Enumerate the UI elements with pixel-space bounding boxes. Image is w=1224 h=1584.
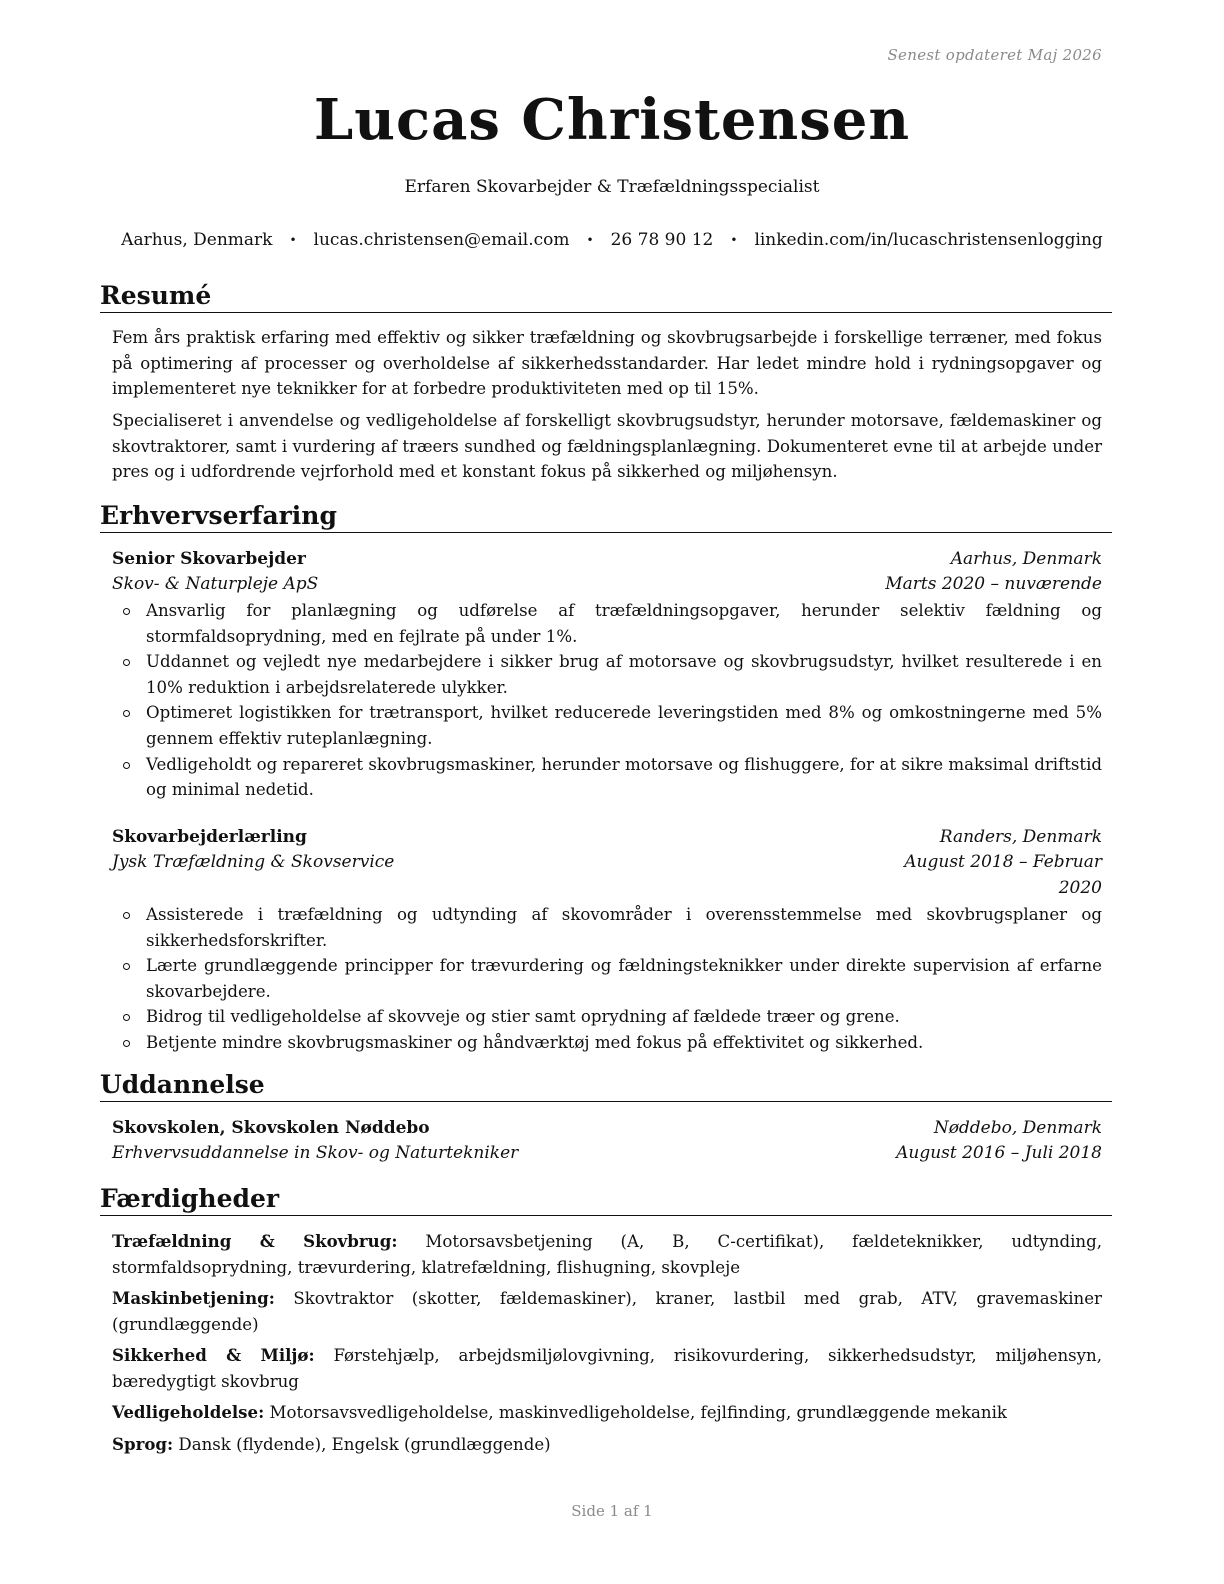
bullet-text: Assisterede i træfældning og udtynding af skovområder i overensstemmelse med skovbrugsplaner og sikkerhedsforskrifter. bbox=[146, 905, 1102, 950]
job-role: Senior Skovarbejder bbox=[112, 549, 306, 569]
list-item bbox=[112, 598, 1102, 649]
list-item bbox=[112, 902, 1102, 953]
job-company: Jysk Træfældning & Skovservice bbox=[112, 852, 395, 872]
skill-label: Maskinbetjening: bbox=[112, 1288, 275, 1308]
job-bullets bbox=[112, 598, 1102, 803]
education-school: Skovskolen, Skovskolen Nøddebo bbox=[112, 1118, 430, 1138]
job-location: Randers, Denmark bbox=[939, 827, 1102, 847]
headline: Erfaren Skovarbejder & Træfældningsspecialist bbox=[404, 177, 820, 197]
skill-line bbox=[112, 1432, 1102, 1458]
education-header bbox=[112, 1116, 1102, 1142]
skill-label: Træfældning & Skovbrug: bbox=[112, 1231, 398, 1251]
bullet-text: Uddannet og vejledt nye medarbejdere i sikker brug af motorsave og skovbrugsudstyr, hvilket resulterede i en 10% reduktion i arbejdsrelaterede ulykker. bbox=[146, 652, 1102, 697]
page-footer: Side 1 af 1 bbox=[571, 1502, 653, 1520]
education-subheader bbox=[112, 1141, 1102, 1167]
contact-separator: • bbox=[730, 233, 738, 247]
bullet-icon bbox=[123, 1040, 130, 1047]
skill-line bbox=[112, 1229, 1102, 1280]
bullet-icon bbox=[123, 710, 130, 717]
education-location: Nøddebo, Denmark bbox=[933, 1118, 1102, 1138]
bullet-icon bbox=[123, 1014, 130, 1021]
summary-paragraph: Fem års praktisk erfaring med effektiv og sikker træfældning og skovbrugsarbejde i forskellige terræner, med fokus på optimering af processer og overholdelse af sikkerhedsstandarder. Har ledet mindre hold i rydningsopgaver og implementeret nye teknikker for at forbedre produktiviteten med op til 15%. bbox=[112, 328, 1102, 399]
bullet-icon bbox=[123, 963, 130, 970]
job-dates bbox=[904, 850, 1102, 901]
job-header bbox=[112, 547, 1102, 573]
contact-email[interactable]: lucas.christensen@email.com bbox=[313, 230, 570, 250]
contact-linkedin[interactable]: linkedin.com/in/lucaschristensenlogging bbox=[754, 230, 1103, 250]
bullet-icon bbox=[123, 762, 130, 769]
bullet-icon bbox=[123, 912, 130, 919]
skill-line bbox=[112, 1400, 1102, 1426]
contact-separator: • bbox=[586, 233, 594, 247]
bullet-text: Vedligeholdt og repareret skovbrugsmaskiner, herunder motorsave og flishuggere, for at sikre maksimal driftstid og minimal nedetid. bbox=[146, 754, 1102, 800]
skill-value: Førstehjælp, arbejdsmiljølovgivning, risikovurdering, sikkerhedsudstyr, miljøhensyn, bæredygtigt skovbrug bbox=[112, 1346, 1102, 1391]
education-degree: Erhvervsuddannelse in Skov- og Naturtekniker bbox=[112, 1143, 519, 1163]
job-header bbox=[112, 825, 1102, 851]
job-role: Skovarbejderlærling bbox=[112, 827, 307, 847]
list-item bbox=[112, 1004, 1102, 1030]
list-item bbox=[112, 953, 1102, 1004]
bullet-icon bbox=[123, 659, 130, 666]
bullet-text: Optimeret logistikken for trætransport, hvilket reducerede leveringstiden med 8% og omkostningerne med 5% gennem effektiv ruteplanlægning. bbox=[146, 703, 1102, 748]
last-updated: Senest opdateret Maj 2026 bbox=[887, 46, 1102, 64]
job-company: Skov- & Naturpleje ApS bbox=[112, 574, 319, 594]
bullet-text: Betjente mindre skovbrugsmaskiner og håndværktøj med fokus på effektivitet og sikkerhed. bbox=[146, 1032, 924, 1052]
education-dates: August 2016 – Juli 2018 bbox=[896, 1143, 1102, 1163]
job-dates-line: 2020 bbox=[1058, 877, 1102, 898]
section-title-education: Uddannelse bbox=[100, 1069, 1112, 1102]
bullet-text: Ansvarlig for planlægning og udførelse af træfældningsopgaver, herunder selektiv fældning og stormfaldsoprydning, med en fejlrate på under 1%. bbox=[146, 601, 1102, 646]
section-title-skills: Færdigheder bbox=[100, 1183, 1112, 1216]
skill-line bbox=[112, 1343, 1102, 1394]
bullet-text: Lærte grundlæggende principper for trævurdering og fældningsteknikker under direkte supervision af erfarne skovarbejdere. bbox=[146, 956, 1102, 1001]
list-item bbox=[112, 1030, 1102, 1056]
job-bullets bbox=[112, 902, 1102, 1056]
section-title-experience: Erhvervserfaring bbox=[100, 500, 1112, 533]
contact-location: Aarhus, Denmark bbox=[121, 230, 273, 250]
list-item bbox=[112, 700, 1102, 751]
skill-label: Vedligeholdelse: bbox=[112, 1402, 265, 1422]
list-item bbox=[112, 752, 1102, 803]
job-subheader bbox=[112, 850, 1102, 901]
job-dates-line: August 2018 – Februar bbox=[904, 852, 1102, 872]
section-title-summary: Resumé bbox=[100, 280, 1112, 313]
bullet-icon bbox=[123, 608, 130, 615]
candidate-name: Lucas Christensen bbox=[313, 87, 911, 153]
job-dates: Marts 2020 – nuværende bbox=[885, 574, 1102, 594]
contact-separator: • bbox=[289, 233, 297, 247]
contact-phone: 26 78 90 12 bbox=[610, 230, 714, 250]
skill-label: Sprog: bbox=[112, 1434, 174, 1454]
summary-paragraph: Specialiseret i anvendelse og vedligeholdelse af forskelligt skovbrugsudstyr, herunder motorsave, fældemaskiner og skovtraktorer, samt i vurdering af træers sundhed og fældningsplanlægning. Dokumenteret evne til at arbejde under pres og i udfordrende vejrforhold med et konstant fokus på sikkerhed og miljøhensyn. bbox=[112, 411, 1102, 482]
bullet-text: Bidrog til vedligeholdelse af skovveje og stier samt oprydning af fældede træer og grene. bbox=[146, 1007, 900, 1027]
skill-value: Skovtraktor (skotter, fældemaskiner), kraner, lastbil med grab, ATV, gravemaskiner (grundlæggende) bbox=[112, 1289, 1102, 1334]
skill-line bbox=[112, 1286, 1102, 1337]
contact-line bbox=[0, 228, 1224, 252]
job-subheader bbox=[112, 572, 1102, 598]
list-item bbox=[112, 649, 1102, 700]
skill-value: Motorsavsvedligeholdelse, maskinvedligeholdelse, fejlfinding, grundlæggende mekanik bbox=[269, 1403, 1007, 1422]
skill-label: Sikkerhed & Miljø: bbox=[112, 1345, 315, 1365]
skill-value: Dansk (flydende), Engelsk (grundlæggende) bbox=[178, 1435, 551, 1454]
job-location: Aarhus, Denmark bbox=[950, 549, 1102, 569]
skill-value: Motorsavsbetjening (A, B, C-certifikat), fældeteknikker, udtynding, stormfaldsoprydning, trævurdering, klatrefældning, flishugning, skovpleje bbox=[112, 1232, 1102, 1277]
